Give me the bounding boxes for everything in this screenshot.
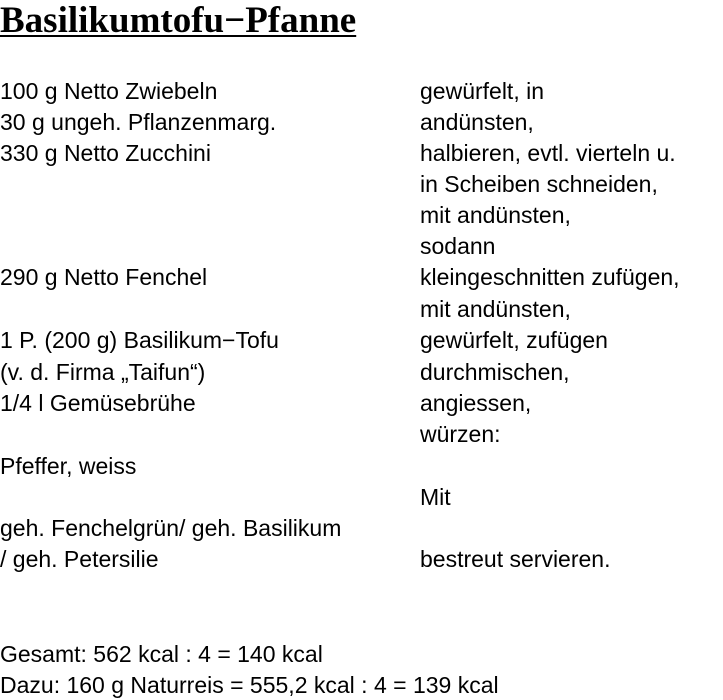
ingredient-line: / geh. Petersilie [0, 546, 159, 572]
side-dish-kcal: Dazu: 160 g Naturreis = 555,2 kcal : 4 = 139 kcal [0, 672, 499, 698]
instruction-line: würzen: [420, 421, 501, 447]
ingredient-line: 100 g Netto Zwiebeln [0, 78, 218, 104]
ingredient-line: 1/4 l Gemüsebrühe [0, 390, 196, 416]
ingredient-line: 1 P. (200 g) Basilikum−Tofu [0, 327, 279, 353]
instruction-line: andünsten, [420, 109, 534, 135]
ingredient-line: 290 g Netto Fenchel [0, 264, 208, 290]
ingredient-line: (v. d. Firma „Taifun“) [0, 359, 206, 385]
instruction-line: mit andünsten, [420, 296, 571, 322]
ingredient-line: 30 g ungeh. Pflanzenmarg. [0, 109, 277, 135]
instruction-line: durchmischen, [420, 359, 570, 385]
ingredient-line: geh. Fenchelgrün/ geh. Basilikum [0, 515, 342, 541]
instruction-line: in Scheiben schneiden, [420, 171, 658, 197]
instruction-line: angiessen, [420, 390, 532, 416]
instruction-line: gewürfelt, zufügen [420, 327, 608, 353]
instruction-line: mit andünsten, [420, 202, 571, 228]
instruction-line: gewürfelt, in [420, 78, 545, 104]
instruction-line: bestreut servieren. [420, 546, 611, 572]
instruction-line: halbieren, evtl. vierteln u. [420, 140, 676, 166]
ingredient-line: Pfeffer, weiss [0, 453, 137, 479]
instruction-line: Mit [420, 484, 451, 510]
instruction-line: sodann [420, 233, 496, 259]
page-title: Basilikumtofu−Pfanne [0, 0, 357, 41]
instruction-line: kleingeschnitten zufügen, [420, 264, 680, 290]
ingredient-line: 330 g Netto Zucchini [0, 140, 211, 166]
total-kcal: Gesamt: 562 kcal : 4 = 140 kcal [0, 641, 323, 667]
